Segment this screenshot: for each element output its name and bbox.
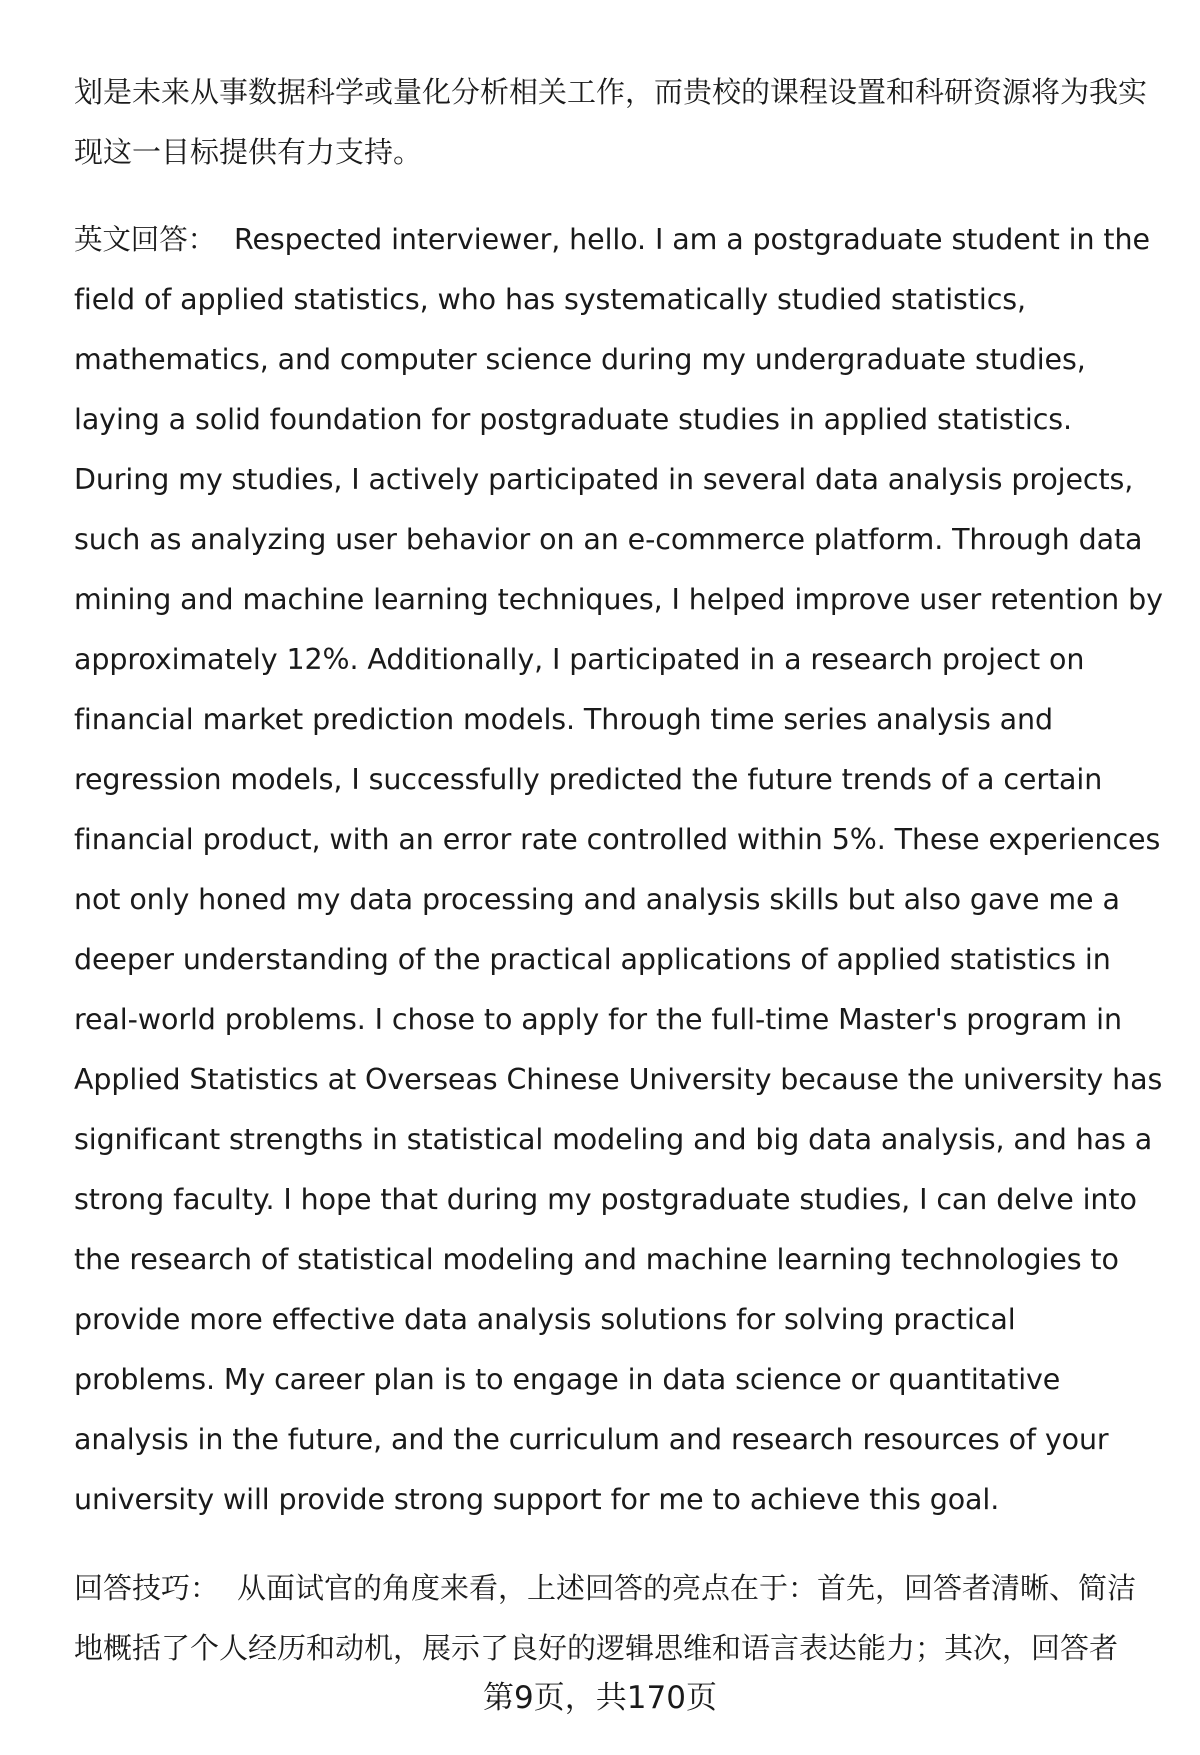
paragraph-english-answer	[74, 210, 1164, 1530]
paragraph-chinese-continuation: 划是未来从事数据科学或量化分析相关工作，而贵校的课程设置和科研资源将为我实现这一目标提供有力支持。	[74, 75, 1148, 169]
answer-tips-label: 回答技巧：	[74, 1571, 220, 1605]
paragraph-answer-tips	[74, 1558, 1164, 1678]
english-answer-text: Respected interviewer, hello. I am a postgraduate student in the field of applied statistics, who has systematically studied statistics, mathematics, and computer science during my undergraduate studies, laying a solid foundation for postgraduate studies in applied statistics. During my studies, I actively participated in several data analysis projects, such as analyzing user behavior on an e-commerce platform. Through data mining and machine learning techniques, I helped improve user retention by approximately 12%. Additionally, I participated in a research project on financial market prediction models. Through time series analysis and regression models, I successfully predicted the future trends of a certain financial product, with an error rate controlled within 5%. These experiences not only honed my data processing and analysis skills but also gave me a deeper understanding of the practical applications of applied statistics in real-world problems. I chose to apply for the full-time Master's program in Applied Statistics at Overseas Chinese University because the university has significant strengths in statistical modeling and big data analysis, and has a strong faculty. I hope that during my postgraduate studies, I can delve into the research of statistical modeling and machine learning technologies to provide more effective data analysis solutions for solving practical problems. My career plan is to engage in data science or quantitative analysis in the future, and the curriculum and research resources of your university will provide strong support for me to achieve this goal.	[74, 223, 1163, 1516]
page-content	[74, 62, 1164, 1678]
english-answer-label: 英文回答：	[74, 223, 217, 256]
page-number-footer: 第9页，共170页	[483, 1680, 717, 1716]
answer-tips-text: 从面试官的角度来看，上述回答的亮点在于：首先，回答者清晰、简洁地概括了个人经历和动机，展示了良好的逻辑思维和语言表达能力；其次，回答者	[74, 1571, 1137, 1665]
